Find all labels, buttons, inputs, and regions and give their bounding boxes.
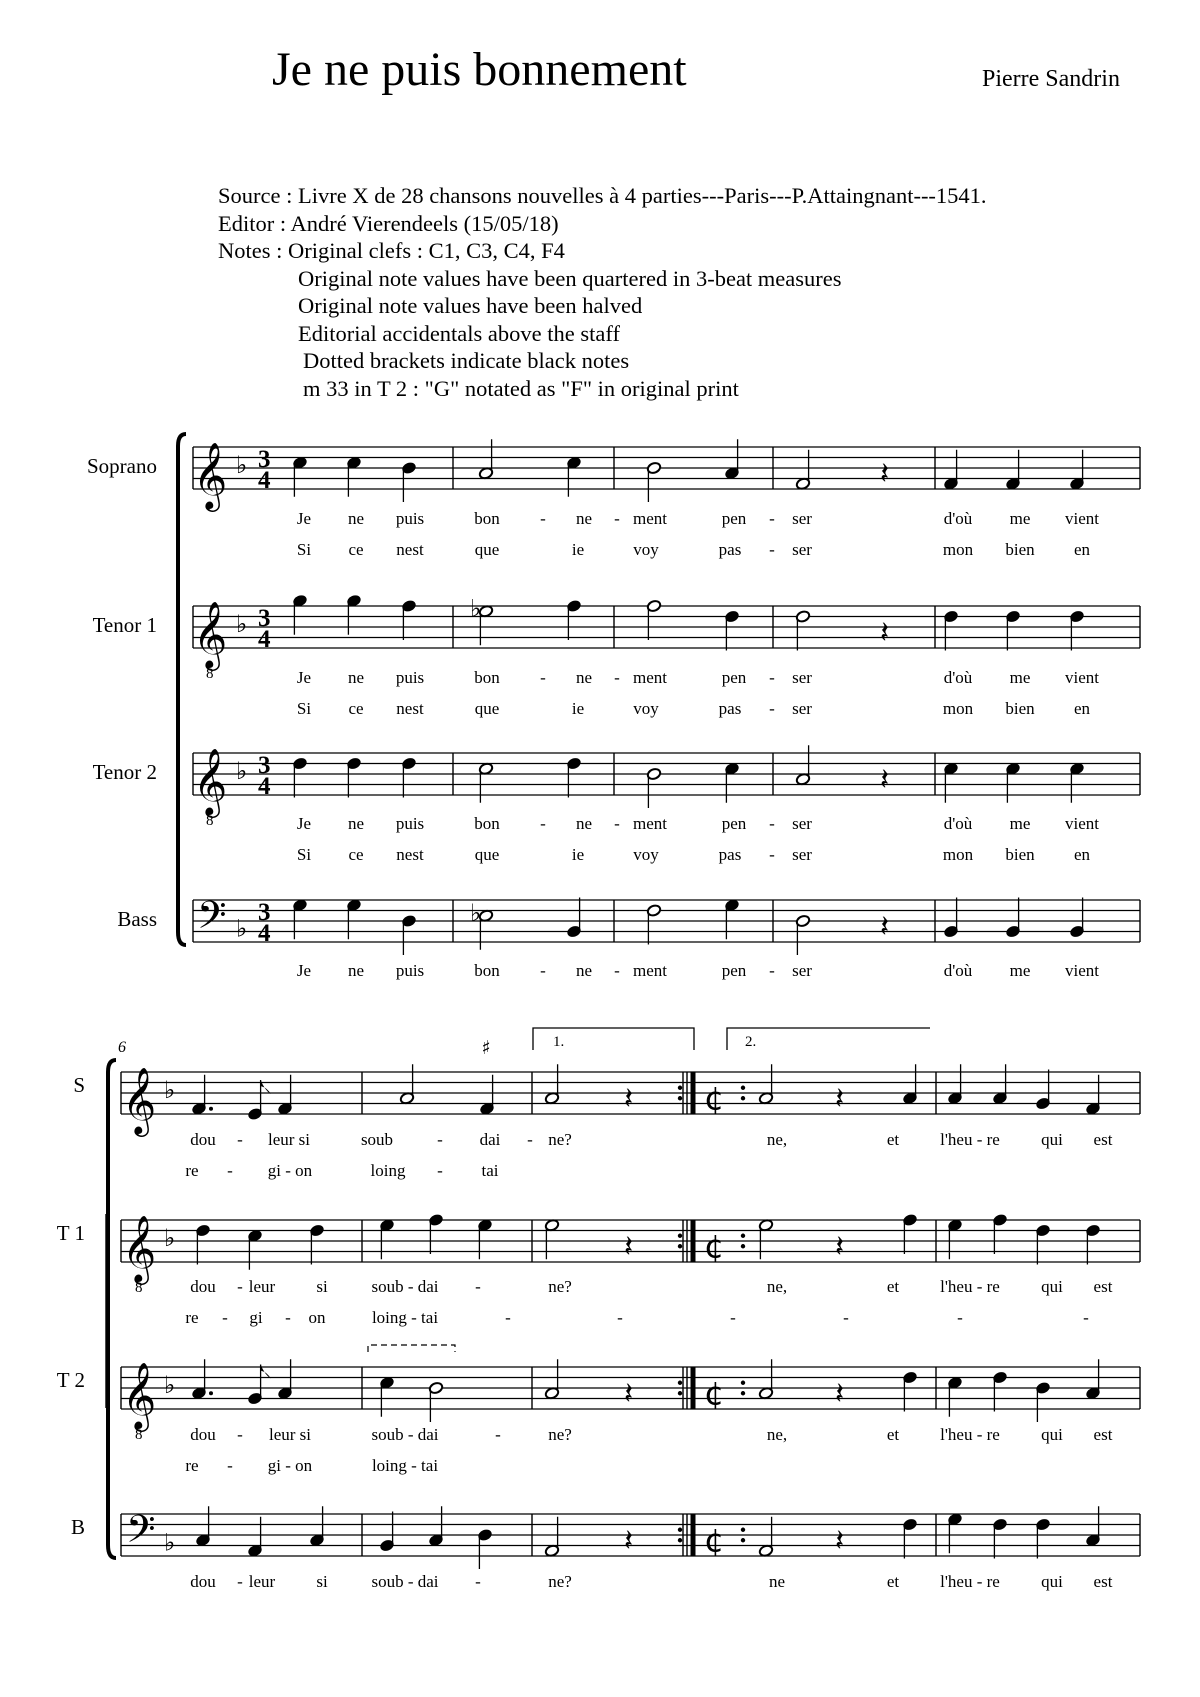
lyric-syllable: loing - tai bbox=[371, 1308, 439, 1327]
lyric-syllable: - bbox=[540, 509, 546, 528]
flat-icon: ♭ bbox=[164, 1224, 176, 1252]
lyric-syllable: ne bbox=[347, 814, 365, 833]
lyric-syllable: gi - on bbox=[267, 1161, 313, 1180]
lyric-syllable: - bbox=[475, 1277, 481, 1296]
lyric-syllable: - bbox=[505, 1308, 511, 1327]
lyric-syllable: l'heu - re bbox=[940, 1572, 1000, 1591]
lyric-syllable: pas bbox=[718, 540, 742, 559]
lyric-syllable: mon bbox=[942, 845, 974, 864]
lyric-syllable: bon bbox=[474, 961, 500, 980]
lyric-syllable: tai bbox=[481, 1161, 499, 1180]
flat-icon: ♭ bbox=[236, 610, 248, 638]
lyric-syllable: ne bbox=[347, 668, 365, 687]
system-bracket bbox=[178, 434, 186, 945]
lyric-syllable: dai bbox=[479, 1130, 501, 1149]
quarter-rest-icon: 𝄽 bbox=[880, 909, 890, 945]
editor-line: Editor : André Vierendeels (15/05/18) bbox=[218, 210, 559, 236]
repeat-dot bbox=[741, 1391, 745, 1395]
part-label: S bbox=[73, 1073, 85, 1097]
lyric-syllable: leur si bbox=[268, 1425, 312, 1444]
lyric-syllable: ie bbox=[571, 699, 585, 718]
note-line-3: Editorial accidentals above the staff bbox=[298, 320, 620, 346]
time-signature-top: 3 bbox=[258, 752, 271, 779]
lyric-syllable: ie bbox=[571, 845, 585, 864]
lyric-syllable: ne? bbox=[548, 1130, 572, 1149]
lyric-syllable: pas bbox=[718, 845, 742, 864]
lyric-syllable: en bbox=[1073, 845, 1091, 864]
lyric-syllable: d'où bbox=[943, 961, 973, 980]
lyric-syllable: mon bbox=[942, 540, 974, 559]
lyric-syllable: gi bbox=[249, 1308, 263, 1327]
lyric-syllable: ne bbox=[768, 1572, 786, 1591]
lyric-syllable: ment bbox=[633, 668, 667, 687]
repeat-dot bbox=[678, 1244, 682, 1248]
lyric-syllable: bien bbox=[1005, 699, 1035, 718]
lyric-syllable: loing - tai bbox=[371, 1456, 439, 1475]
lyric-syllable: voy bbox=[633, 699, 659, 718]
lyric-syllable: nest bbox=[396, 845, 424, 864]
time-signature-top: 3 bbox=[258, 446, 271, 473]
lyric-syllable: re bbox=[185, 1308, 199, 1327]
lyric-syllable: et bbox=[886, 1572, 900, 1591]
lyric-syllable: leur bbox=[248, 1277, 276, 1296]
lyric-syllable: d'où bbox=[943, 814, 973, 833]
lyric-syllable: me bbox=[1009, 509, 1031, 528]
lyric-syllable: ne bbox=[575, 814, 593, 833]
lyric-syllable: est bbox=[1093, 1130, 1113, 1149]
lyric-syllable: - bbox=[437, 1161, 443, 1180]
source-line: Source : Livre X de 28 chansons nouvelles à 4 parties---Paris---P.Attaingnant---1541. bbox=[218, 183, 987, 208]
lyric-syllable: leur si bbox=[267, 1130, 311, 1149]
time-signature-bottom: 4 bbox=[258, 773, 271, 800]
part-label: Tenor 2 bbox=[92, 760, 157, 784]
lyric-syllable: ment bbox=[633, 814, 667, 833]
lyric-syllable: - bbox=[540, 668, 546, 687]
flat-icon: ♭ bbox=[164, 1076, 176, 1104]
lyric-syllable: soub - dai bbox=[371, 1425, 439, 1444]
lyric-syllable: Si bbox=[296, 699, 312, 718]
lyric-syllable: ment bbox=[633, 509, 667, 528]
sharp-icon: ♯ bbox=[481, 1037, 491, 1059]
lyric-syllable: - bbox=[540, 814, 546, 833]
lyric-syllable: pen bbox=[721, 509, 747, 528]
lyric-syllable: - bbox=[769, 540, 775, 559]
lyric-syllable: - bbox=[769, 845, 775, 864]
lyric-syllable: - bbox=[1083, 1308, 1089, 1327]
lyric-syllable: nest bbox=[396, 699, 424, 718]
flat-icon: ♭ bbox=[470, 594, 482, 623]
time-signature-bottom: 4 bbox=[258, 920, 271, 947]
lyric-syllable: nest bbox=[396, 540, 424, 559]
lyric-syllable: - bbox=[614, 961, 620, 980]
repeat-dot bbox=[741, 1244, 745, 1248]
flat-icon: ♭ bbox=[164, 1528, 176, 1557]
lyric-syllable: l'heu - re bbox=[940, 1277, 1000, 1296]
repeat-dot bbox=[741, 1528, 745, 1532]
lyric-syllable: - bbox=[227, 1161, 233, 1180]
composer-name: Pierre Sandrin bbox=[982, 66, 1120, 92]
lyric-syllable: pen bbox=[721, 961, 747, 980]
lyric-syllable: - bbox=[285, 1308, 291, 1327]
lyric-syllable: ser bbox=[792, 961, 812, 980]
part-label: B bbox=[70, 1515, 85, 1539]
lyric-syllable: l'heu - re bbox=[940, 1130, 1000, 1149]
octave-mark: 8 bbox=[206, 666, 214, 682]
lyric-syllable: ne, bbox=[766, 1130, 788, 1149]
treble-clef-icon: 𝄞 bbox=[193, 441, 228, 509]
lyric-syllable: - bbox=[730, 1308, 736, 1327]
lyric-syllable: - bbox=[237, 1572, 243, 1591]
lyric-syllable: qui bbox=[1041, 1572, 1063, 1591]
lyric-syllable: que bbox=[474, 540, 500, 559]
lyric-syllable: Je bbox=[296, 668, 312, 687]
quarter-rest-icon: 𝄽 bbox=[835, 1376, 845, 1412]
lyric-syllable: voy bbox=[633, 540, 659, 559]
volta-bracket bbox=[727, 1028, 930, 1050]
lyric-syllable: ne, bbox=[766, 1277, 788, 1296]
lyric-syllable: bien bbox=[1005, 540, 1035, 559]
part-label: Tenor 1 bbox=[92, 613, 157, 637]
lyric-syllable: bien bbox=[1005, 845, 1035, 864]
bass-clef-icon: 𝄢 bbox=[126, 1506, 156, 1561]
lyric-syllable: mon bbox=[942, 699, 974, 718]
repeat-dot bbox=[678, 1381, 682, 1385]
lyric-syllable: Si bbox=[296, 540, 312, 559]
quarter-rest-icon: 𝄽 bbox=[624, 1523, 634, 1559]
repeat-dot bbox=[678, 1096, 682, 1100]
lyric-syllable: - bbox=[540, 961, 546, 980]
bass-clef-icon: 𝄢 bbox=[197, 892, 227, 947]
lyric-syllable: - bbox=[843, 1308, 849, 1327]
lyric-syllable: ne bbox=[575, 668, 593, 687]
lyric-syllable: est bbox=[1093, 1572, 1113, 1591]
quarter-rest-icon: 𝄽 bbox=[624, 1229, 634, 1265]
time-signature-bottom: 4 bbox=[258, 626, 271, 653]
lyric-syllable: ce bbox=[348, 540, 364, 559]
lyric-syllable: re bbox=[185, 1456, 199, 1475]
lyric-syllable: qui bbox=[1041, 1425, 1063, 1444]
octave-mark: 8 bbox=[206, 813, 214, 829]
lyric-syllable: et bbox=[886, 1425, 900, 1444]
lyric-syllable: ce bbox=[348, 845, 364, 864]
lyric-syllable: dou bbox=[190, 1130, 216, 1149]
lyric-syllable: en bbox=[1073, 540, 1091, 559]
lyric-syllable: - bbox=[222, 1308, 228, 1327]
lyric-syllable: puis bbox=[395, 509, 425, 528]
lyric-syllable: soub bbox=[360, 1130, 394, 1149]
lyric-syllable: bon bbox=[474, 814, 500, 833]
lyric-syllable: que bbox=[474, 699, 500, 718]
repeat-dot bbox=[678, 1528, 682, 1532]
quarter-rest-icon: 𝄽 bbox=[624, 1376, 634, 1412]
lyric-syllable: pen bbox=[721, 814, 747, 833]
lyric-syllable: ne? bbox=[548, 1277, 572, 1296]
lyric-syllable: Si bbox=[296, 845, 312, 864]
page-title: Je ne puis bonnement bbox=[272, 43, 687, 96]
quarter-rest-icon: 𝄽 bbox=[835, 1081, 845, 1117]
treble-clef-icon: 𝄞 bbox=[122, 1066, 157, 1134]
lyric-syllable: Je bbox=[296, 961, 312, 980]
lyric-syllable: ne bbox=[575, 961, 593, 980]
lyric-syllable: - bbox=[957, 1308, 963, 1327]
lyric-syllable: l'heu - re bbox=[940, 1425, 1000, 1444]
lyric-syllable: ne bbox=[347, 509, 365, 528]
lyric-syllable: dou bbox=[190, 1425, 216, 1444]
lyric-syllable: et bbox=[886, 1130, 900, 1149]
lyric-syllable: loing bbox=[370, 1161, 406, 1180]
flat-icon: ♭ bbox=[236, 451, 248, 479]
lyric-syllable: leur bbox=[248, 1572, 276, 1591]
lyric-syllable: ser bbox=[792, 668, 812, 687]
volta-label: 2. bbox=[745, 1034, 757, 1050]
treble-clef-icon: 𝄞 bbox=[193, 747, 228, 815]
lyric-syllable: ment bbox=[633, 961, 667, 980]
lyric-syllable: ie bbox=[571, 540, 585, 559]
part-label: Soprano bbox=[87, 454, 157, 478]
cut-time-icon: ¢ bbox=[704, 1374, 725, 1413]
lyric-syllable: me bbox=[1009, 668, 1031, 687]
lyric-syllable: d'où bbox=[943, 509, 973, 528]
lyric-syllable: puis bbox=[395, 814, 425, 833]
note-dot bbox=[209, 1391, 213, 1395]
lyric-syllable: d'où bbox=[943, 668, 973, 687]
lyric-syllable: re bbox=[185, 1161, 199, 1180]
lyric-syllable: Je bbox=[296, 509, 312, 528]
lyric-syllable: pen bbox=[721, 668, 747, 687]
lyric-syllable: vient bbox=[1065, 814, 1099, 833]
lyric-syllable: est bbox=[1093, 1277, 1113, 1296]
lyric-syllable: ne, bbox=[766, 1425, 788, 1444]
lyric-syllable: - bbox=[614, 509, 620, 528]
octave-mark: 8 bbox=[135, 1427, 143, 1443]
lyric-syllable: et bbox=[886, 1277, 900, 1296]
lyric-syllable: ser bbox=[792, 509, 812, 528]
repeat-dot bbox=[741, 1381, 745, 1385]
lyric-syllable: qui bbox=[1041, 1277, 1063, 1296]
lyric-syllable: - bbox=[769, 668, 775, 687]
note-dot bbox=[209, 1107, 213, 1111]
lyric-syllable: vient bbox=[1065, 668, 1099, 687]
lyric-syllable: ne? bbox=[548, 1572, 572, 1591]
part-label: T 2 bbox=[56, 1368, 85, 1392]
octave-mark: 8 bbox=[135, 1280, 143, 1296]
lyric-syllable: vient bbox=[1065, 961, 1099, 980]
lyric-syllable: - bbox=[237, 1130, 243, 1149]
lyric-syllable: dou bbox=[190, 1572, 216, 1591]
note-line-2: Original note values have been halved bbox=[298, 293, 643, 318]
lyric-syllable: - bbox=[237, 1277, 243, 1296]
lyric-syllable: - bbox=[527, 1130, 533, 1149]
flat-icon: ♭ bbox=[164, 1371, 176, 1399]
cut-time-icon: ¢ bbox=[704, 1227, 725, 1266]
flat-icon: ♭ bbox=[236, 914, 248, 943]
note-line-1: Original note values have been quartered in 3-beat measures bbox=[298, 265, 842, 291]
lyric-syllable: ser bbox=[792, 845, 812, 864]
treble-clef-icon: 𝄞 bbox=[122, 1361, 157, 1429]
black-notes-bracket bbox=[368, 1345, 455, 1352]
lyric-syllable: on bbox=[308, 1308, 326, 1327]
lyric-syllable: - bbox=[769, 961, 775, 980]
measure-number: 6 bbox=[118, 1039, 126, 1056]
time-signature-top: 3 bbox=[258, 899, 271, 926]
volta-label: 1. bbox=[553, 1034, 565, 1050]
lyric-syllable: Je bbox=[296, 814, 312, 833]
lyric-syllable: - bbox=[614, 668, 620, 687]
lyric-syllable: - bbox=[227, 1456, 233, 1475]
time-signature-top: 3 bbox=[258, 605, 271, 632]
repeat-dot bbox=[741, 1086, 745, 1090]
lyric-syllable: ce bbox=[348, 699, 364, 718]
lyric-syllable: - bbox=[769, 699, 775, 718]
quarter-rest-icon: 𝄽 bbox=[835, 1229, 845, 1265]
lyric-syllable: soub - dai bbox=[371, 1572, 439, 1591]
lyric-syllable: - bbox=[237, 1425, 243, 1444]
lyric-syllable: bon bbox=[474, 668, 500, 687]
lyric-syllable: si bbox=[316, 1572, 328, 1591]
lyric-syllable: puis bbox=[395, 668, 425, 687]
note-line-5: m 33 in T 2 : "G" notated as "F" in original print bbox=[303, 375, 739, 401]
repeat-dot bbox=[678, 1086, 682, 1090]
lyric-syllable: gi - on bbox=[267, 1456, 313, 1475]
repeat-dot bbox=[678, 1538, 682, 1542]
quarter-rest-icon: 𝄽 bbox=[880, 762, 890, 798]
lyric-syllable: - bbox=[495, 1425, 501, 1444]
quarter-rest-icon: 𝄽 bbox=[880, 456, 890, 492]
repeat-dot bbox=[678, 1234, 682, 1238]
lyric-syllable: - bbox=[614, 814, 620, 833]
note-line-4: Dotted brackets indicate black notes bbox=[303, 348, 630, 373]
lyric-syllable: si bbox=[316, 1277, 328, 1296]
quarter-rest-icon: 𝄽 bbox=[880, 615, 890, 651]
lyric-syllable: - bbox=[475, 1572, 481, 1591]
lyric-syllable: ser bbox=[792, 814, 812, 833]
lyric-syllable: en bbox=[1073, 699, 1091, 718]
lyric-syllable: - bbox=[769, 814, 775, 833]
time-signature-bottom: 4 bbox=[258, 467, 271, 494]
repeat-dot bbox=[741, 1538, 745, 1542]
treble-clef-icon: 𝄞 bbox=[122, 1214, 157, 1282]
notes-line: Notes : Original clefs : C1, C3, C4, F4 bbox=[218, 238, 565, 263]
treble-clef-icon: 𝄞 bbox=[193, 600, 228, 668]
lyric-syllable: bon bbox=[474, 509, 500, 528]
part-label: Bass bbox=[117, 907, 157, 931]
lyric-syllable: vient bbox=[1065, 509, 1099, 528]
lyric-syllable: - bbox=[437, 1130, 443, 1149]
cut-time-icon: ¢ bbox=[704, 1079, 725, 1118]
flat-icon: ♭ bbox=[236, 757, 248, 785]
repeat-dot bbox=[741, 1234, 745, 1238]
lyric-syllable: ne? bbox=[548, 1425, 572, 1444]
lyric-syllable: me bbox=[1009, 814, 1031, 833]
lyric-syllable: est bbox=[1093, 1425, 1113, 1444]
lyric-syllable: puis bbox=[395, 961, 425, 980]
repeat-dot bbox=[678, 1391, 682, 1395]
lyric-syllable: dou bbox=[190, 1277, 216, 1296]
lyric-syllable: me bbox=[1009, 961, 1031, 980]
quarter-rest-icon: 𝄽 bbox=[624, 1081, 634, 1117]
lyric-syllable: ser bbox=[792, 540, 812, 559]
lyric-syllable: ne bbox=[347, 961, 365, 980]
lyric-syllable: qui bbox=[1041, 1130, 1063, 1149]
flat-icon: ♭ bbox=[470, 898, 482, 927]
lyric-syllable: que bbox=[474, 845, 500, 864]
quarter-rest-icon: 𝄽 bbox=[835, 1523, 845, 1559]
lyric-syllable: ne bbox=[575, 509, 593, 528]
cut-time-icon: ¢ bbox=[704, 1521, 725, 1560]
lyric-syllable: - bbox=[769, 509, 775, 528]
lyric-syllable: ser bbox=[792, 699, 812, 718]
lyric-syllable: - bbox=[617, 1308, 623, 1327]
system-bracket bbox=[108, 1060, 116, 1558]
lyric-syllable: voy bbox=[633, 845, 659, 864]
lyric-syllable: soub - dai bbox=[371, 1277, 439, 1296]
lyric-syllable: pas bbox=[718, 699, 742, 718]
repeat-dot bbox=[741, 1096, 745, 1100]
part-label: T 1 bbox=[56, 1221, 85, 1245]
